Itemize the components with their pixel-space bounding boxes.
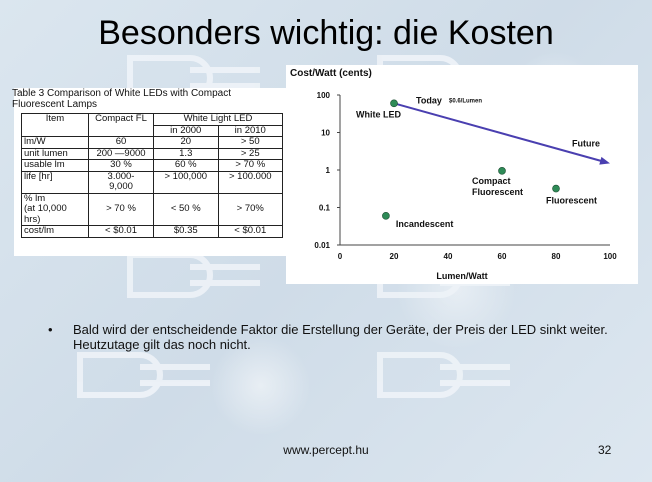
x-tick-label: 20: [389, 252, 399, 261]
annotation-future: Future: [572, 138, 600, 149]
data-point: [391, 100, 398, 107]
cell-2000: 20: [154, 137, 219, 149]
header-item: Item: [22, 114, 89, 137]
table-row: [22, 137, 283, 149]
table-row: [22, 160, 283, 172]
data-label: Incandescent: [395, 218, 454, 229]
footer-url: www.percept.hu: [283, 443, 369, 457]
cell-2010: > 100.000: [218, 171, 283, 193]
cell-cfl: 3.000- 9,000: [89, 171, 154, 193]
cell-item: % lm (at 10,000 hrs): [22, 193, 89, 226]
page-title: Besonders wichtig: die Kosten: [98, 14, 554, 52]
data-point: [553, 185, 560, 192]
cell-item: lm/W: [22, 137, 89, 149]
table-row: [22, 226, 283, 238]
trend-arrowhead: [599, 157, 610, 165]
y-tick-label: 10: [321, 128, 330, 138]
x-axis-label: Lumen/Watt: [436, 271, 488, 281]
annotation-price: $0.6/Lumen: [449, 98, 483, 105]
y-tick-label: 0.1: [318, 203, 330, 213]
page-number: 32: [598, 443, 612, 457]
cell-item: cost/lm: [22, 226, 89, 238]
cell-2000: > 100,000: [154, 171, 219, 193]
cell-2000: 60 %: [154, 160, 219, 172]
y-tick-label: 1: [325, 166, 330, 175]
header-compact: Compact FL: [89, 114, 154, 137]
table-header-row: [22, 114, 283, 126]
cell-cfl: 30 %: [89, 160, 154, 172]
data-point: [499, 167, 506, 174]
table-caption: Table 3 Comparison of White LEDs with Compact Fluorescent Lamps: [12, 88, 231, 110]
data-label: Fluorescent: [546, 195, 598, 206]
cell-2010: > 70 %: [218, 160, 283, 172]
annotation-today: Today: [416, 95, 442, 106]
cell-cfl: > 70 %: [89, 193, 154, 226]
chart-panel: [286, 65, 638, 284]
comparison-table: [21, 113, 283, 238]
cell-2000: < 50 %: [154, 193, 219, 226]
cell-cfl: < $0.01: [89, 226, 154, 238]
header-in2000: in 2000: [154, 125, 219, 137]
bullet-marker: •: [48, 322, 53, 337]
cell-2010: > 50: [218, 137, 283, 149]
x-tick-label: 60: [497, 252, 507, 261]
table-row: [22, 193, 283, 226]
cell-2000: $0.35: [154, 226, 219, 238]
x-tick-label: 0: [337, 252, 343, 261]
cost-chart: [286, 65, 638, 284]
x-tick-label: 80: [551, 252, 561, 261]
y-tick-label: 100: [316, 91, 330, 100]
table-row: [22, 171, 283, 193]
cell-2010: > 25: [218, 148, 283, 160]
data-label: Compact Fluorescent: [472, 175, 524, 197]
header-white-led: White Light LED: [154, 114, 283, 126]
y-tick-label: 0.01: [314, 241, 330, 250]
table-row: [22, 148, 283, 160]
cell-2010: < $0.01: [218, 226, 283, 238]
cell-2010: > 70%: [218, 193, 283, 226]
cell-2000: 1.3: [154, 148, 219, 160]
cell-cfl: 200 —9000: [89, 148, 154, 160]
y-axis-label: Cost/Watt (cents): [290, 68, 372, 79]
x-tick-label: 40: [443, 252, 453, 261]
data-point: [382, 212, 389, 219]
cell-item: unit lumen: [22, 148, 89, 160]
bullet-text: Bald wird der entscheidende Faktor die Erstellung der Geräte, der Preis der LED sinkt weiter. Heutzutage gilt das noch nicht.: [73, 322, 608, 352]
data-label: White LED: [356, 109, 401, 120]
trend-line: [394, 103, 602, 161]
header-in2010: in 2010: [218, 125, 283, 137]
cell-item: life [hr]: [22, 171, 89, 193]
cell-cfl: 60: [89, 137, 154, 149]
x-tick-label: 100: [603, 252, 617, 261]
cell-item: usable lm: [22, 160, 89, 172]
